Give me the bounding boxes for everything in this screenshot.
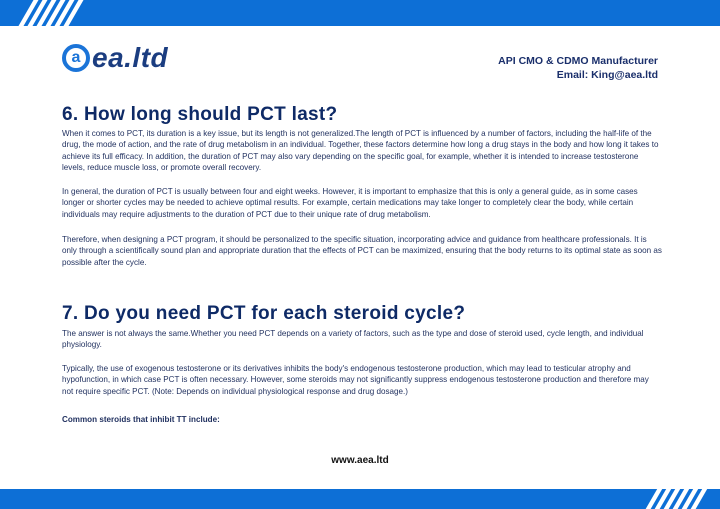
section-7-paragraph-2: Typically, the use of exogenous testosterone or its derivatives inhibits the body's endogenous testosterone production, which may lead to testicular atrophy and hypofunction, in which case PCT is often necessary. However, some steroids may not significantly suppress endogenous testosterone production and therefore may not require specific PCT. (Note: Depends on individual physiological response and drug dosage.) bbox=[62, 364, 649, 396]
section-7-paragraph-1: The answer is not always the same.Whether you need PCT depends on a variety of factors, such as the type and dose of steroid used, cycle length, and individual physiology. bbox=[62, 329, 644, 350]
section-7-list-intro: Common steroids that inhibit TT include: bbox=[62, 415, 220, 424]
logo-mark-icon: a bbox=[62, 44, 90, 72]
company-logo[interactable] bbox=[62, 40, 168, 76]
footer-url[interactable]: www.aea.ltd bbox=[331, 455, 389, 466]
contact-block bbox=[498, 54, 658, 82]
contact-tagline: API CMO & CDMO Manufacturer bbox=[498, 55, 658, 67]
section-6-heading: 6. How long should PCT last? bbox=[62, 104, 338, 125]
section-7-heading: 7. Do you need PCT for each steroid cycle? bbox=[62, 303, 466, 324]
stripe-decoration bbox=[26, 0, 76, 26]
stripe-decoration bbox=[652, 489, 702, 509]
top-banner bbox=[0, 0, 720, 26]
logo-text: ea.ltd bbox=[92, 42, 169, 73]
contact-email: Email: King@aea.ltd bbox=[556, 69, 658, 81]
section-6-paragraph-3: Therefore, when designing a PCT program, it should be personalized to the specific situation, incorporating advice and guidance from healthcare professionals. It is only through a scientifically sound plan and appropriate duration that the effects of PCT can be maximized, ensuring that the body returns to its optimal state as soon as possible after the cycle. bbox=[62, 235, 662, 267]
bottom-banner bbox=[0, 489, 720, 509]
section-6-paragraph-1: When it comes to PCT, its duration is a key issue, but its length is not generalized.The length of PCT is influenced by a number of factors, including the half-life of the drug, the mode of action, and the rate of drug metabolism in an individual. Together, these factors determine how long a drug stays in the body and how long it takes to achieve its full efficacy. In addition, the duration of PCT may also vary depending on the specific goal, for example, whether it is intended to increase testosterone levels, reduce muscle loss, or promote overall recovery. bbox=[62, 129, 659, 173]
section-6-paragraph-2: In general, the duration of PCT is usually between four and eight weeks. However, it is important to emphasize that this is only a general guide, as in some cases longer or shorter cycles may be needed to achieve optimal results. For example, certain medications may take longer to completely clear the body, while certain individuals may require adjustments to the duration of PCT due to their unique rate of drug metabolism. bbox=[62, 187, 638, 219]
